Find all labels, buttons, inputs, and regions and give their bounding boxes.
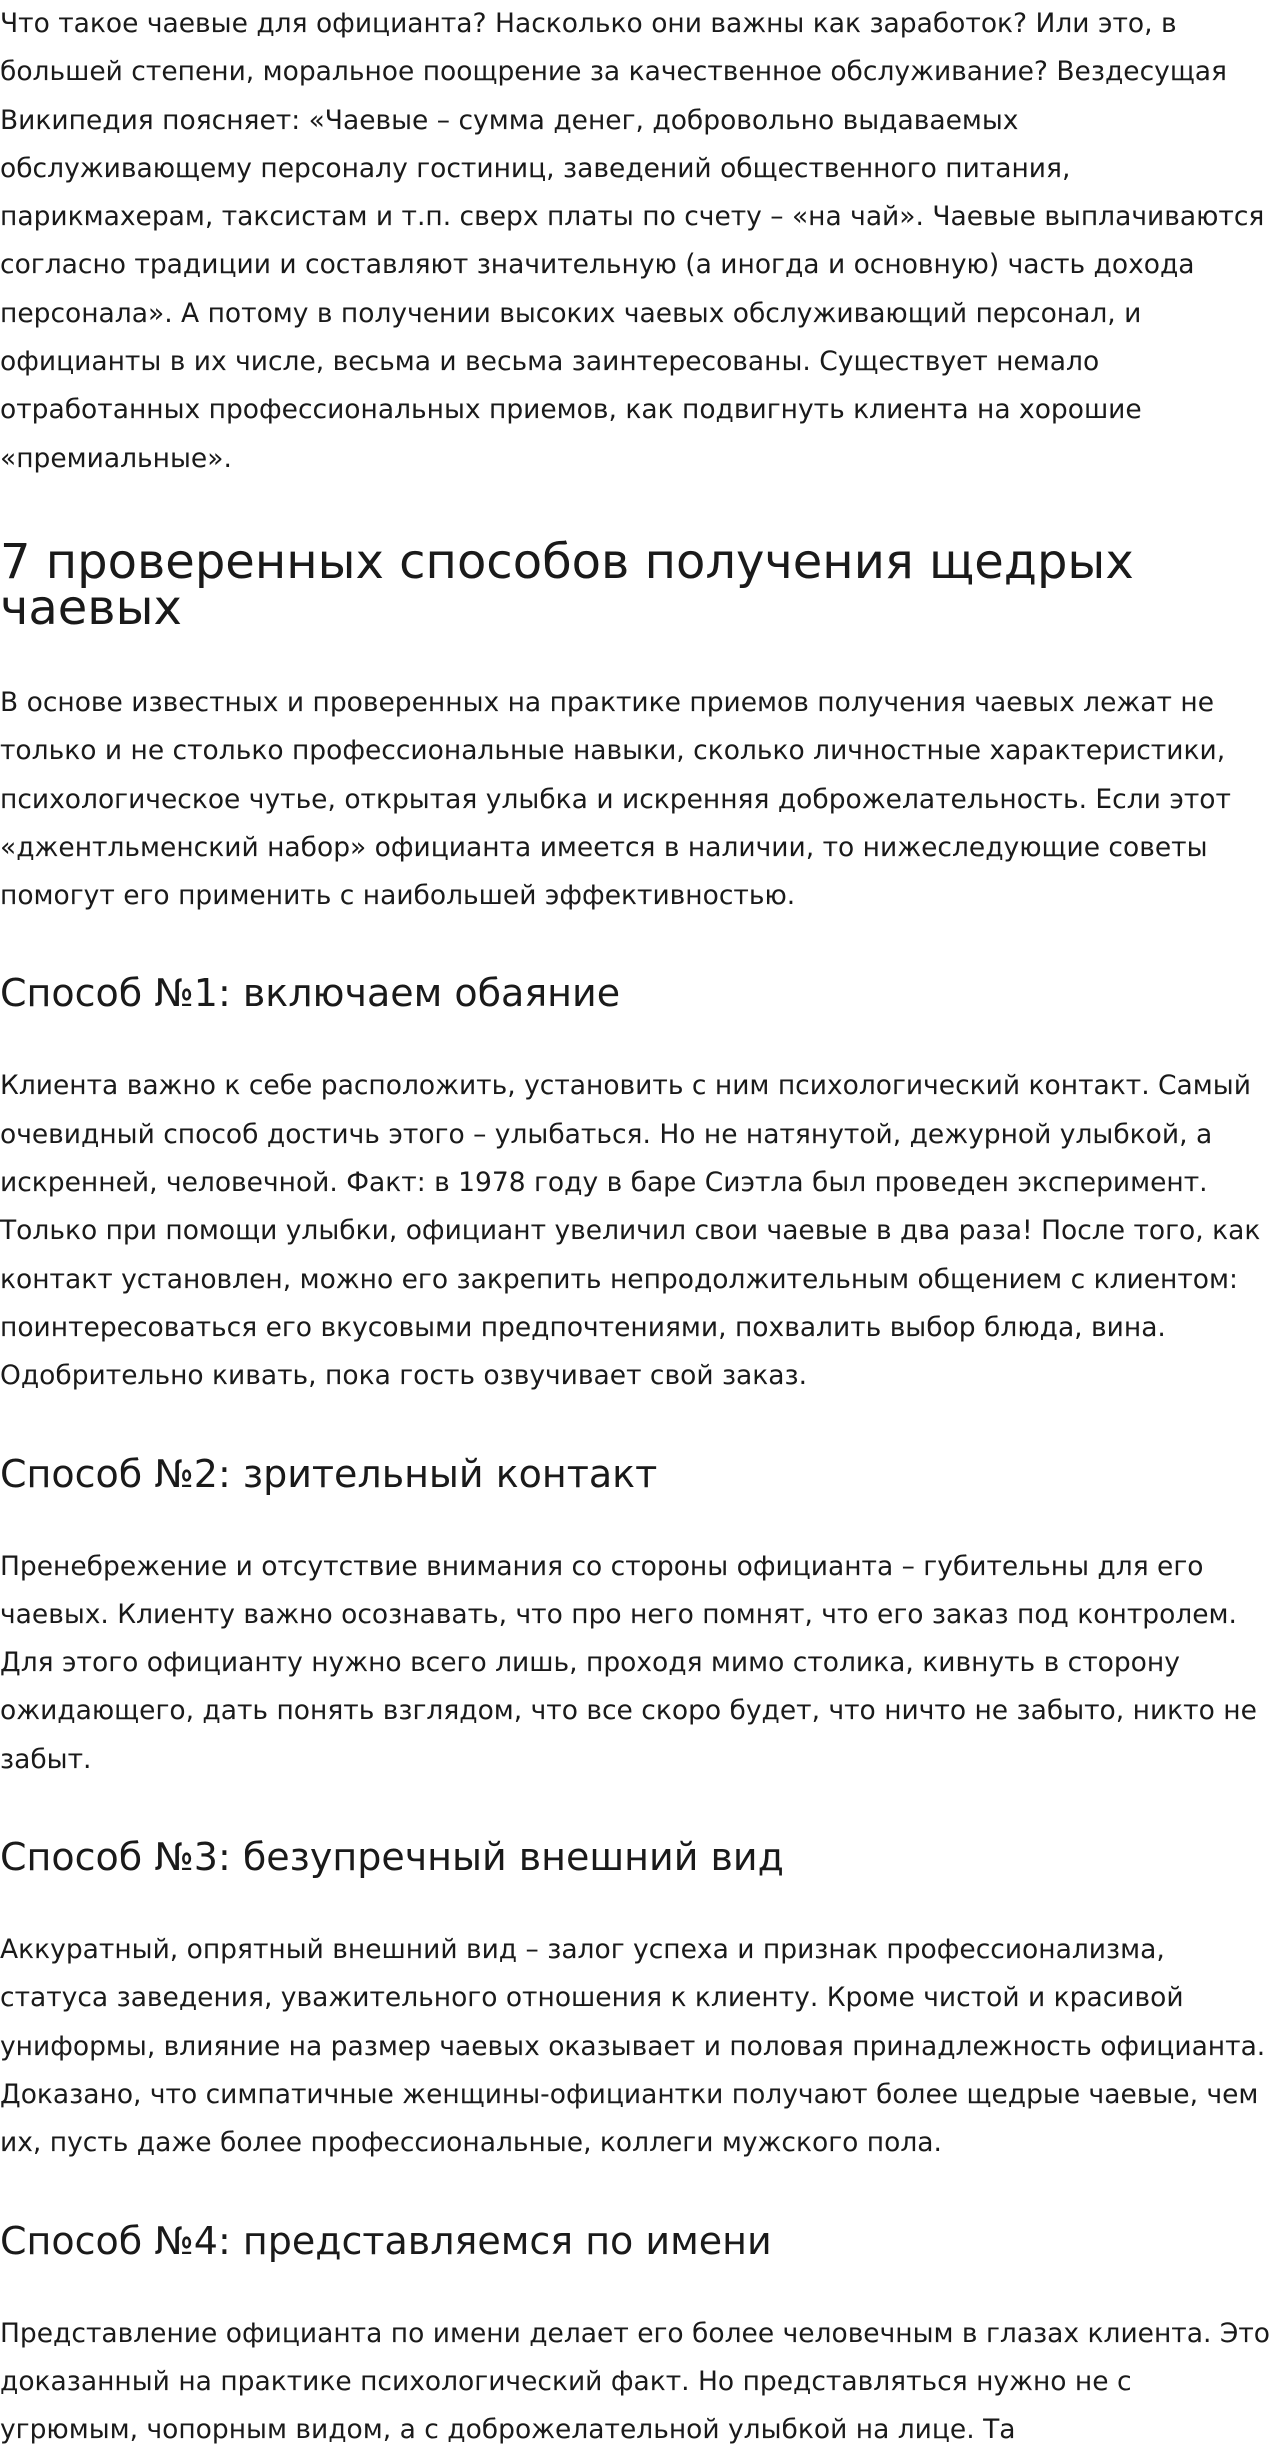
section-3-title: Способ №3: безупречный внешний вид (0, 1834, 1270, 1880)
article-heading: 7 проверенных способов получения щедрых чаевых (0, 539, 1270, 631)
section-1-title: Способ №1: включаем обаяние (0, 970, 1270, 1016)
section-4-text: Представление официанта по имени делает его более человечным в глазах клиента. Это доказанный на практике психологический факт. Но представляться нужно не с угрюмым, чопорным видом, а с доброжелательной улыбкой на лице. Та (0, 2310, 1270, 2454)
lead-paragraph: В основе известных и проверенных на практике приемов получения чаевых лежат не только и не столько профессиональные навыки, сколько личностные характеристики, психологическое чутье, открытая улыбка и искренняя доброжелательность. Если этот «джентльменский набор» официанта имеется в наличии, то нижеследующие советы помогут его применить с наибольшей эффективностью. (0, 679, 1270, 920)
section-4-title: Способ №4: представляемся по имени (0, 2218, 1270, 2264)
section-3-text: Аккуратный, опрятный внешний вид – залог успеха и признак профессионализма, статуса заведения, уважительного отношения к клиенту. Кроме чистой и красивой униформы, влияние на размер чаевых оказывает и половая принадлежность официанта. Доказано, что симпатичные женщины-официантки получают более щедрые чаевые, чем их, пусть даже более профессиональные, коллеги мужского пола. (0, 1926, 1270, 2167)
intro-paragraph: Что такое чаевые для официанта? Насколько они важны как заработок? Или это, в большей степени, моральное поощрение за качественное обслуживание? Вездесущая Википедия поясняет: «Чаевые – сумма денег, добровольно выдаваемых обслуживающему персоналу гостиниц, заведений общественного питания, парикмахерам, таксистам и т.п. сверх платы по счету – «на чай». Чаевые выплачиваются согласно традиции и составляют значительную (а иногда и основную) часть дохода персонала». А потому в получении высоких чаевых обслуживающий персонал, и официанты в их числе, весьма и весьма заинтересованы. Существует немало отработанных профессиональных приемов, как подвигнуть клиента на хорошие «премиальные». (0, 0, 1270, 483)
section-2-title: Способ №2: зрительный контакт (0, 1451, 1270, 1497)
section-2-text: Пренебрежение и отсутствие внимания со стороны официанта – губительны для его чаевых. Клиенту важно осознавать, что про него помнят, что его заказ под контролем. Для этого официанту нужно всего лишь, проходя мимо столика, кивнуть в сторону ожидающего, дать понять взглядом, что все скоро будет, что ничто не забыто, никто не забыт. (0, 1543, 1270, 1784)
section-1-text: Клиента важно к себе расположить, установить с ним психологический контакт. Самый очевидный способ достичь этого – улыбаться. Но не натянутой, дежурной улыбкой, а искренней, человечной. Факт: в 1978 году в баре Сиэтла был проведен эксперимент. Только при помощи улыбки, официант увеличил свои чаевые в два раза! После того, как контакт установлен, можно его закрепить непродолжительным общением с клиентом: поинтересоваться его вкусовыми предпочтениями, похвалить выбор блюда, вина. Одобрительно кивать, пока гость озвучивает свой заказ. (0, 1062, 1270, 1400)
